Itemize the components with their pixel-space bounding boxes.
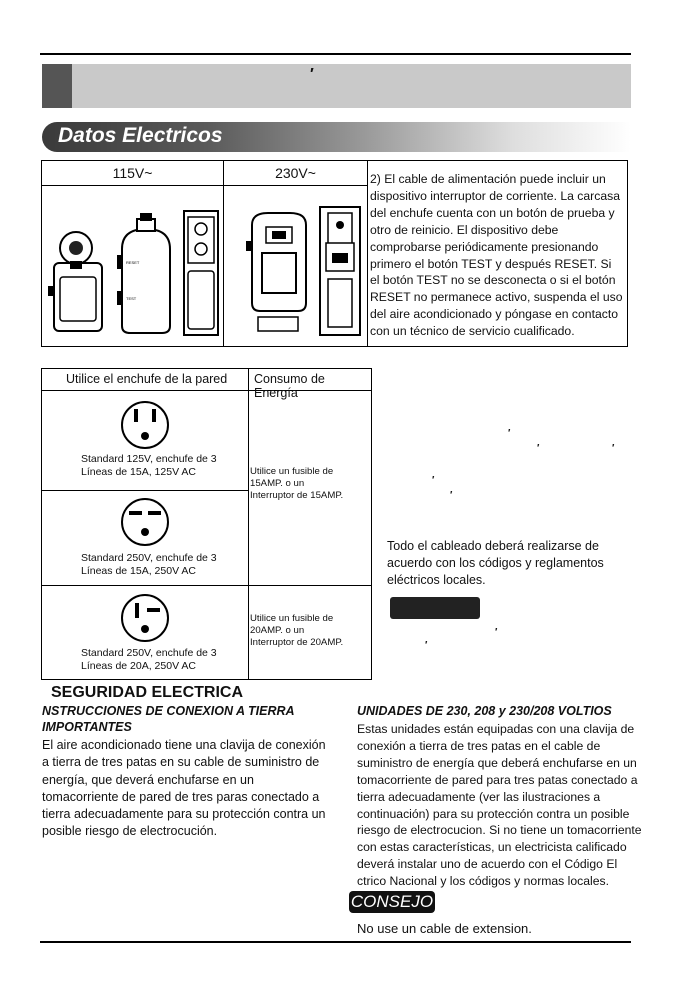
grounding-body: El aire acondicionado tiene una clavija de conexión a tierra de tres patas en su cable de suministro de energía, que deverá enchufarse en un tomacorriente de pared de tres paras conectado a tierra adecuadamente para su protección contra un posible riesgo de electrocución. <box>42 738 326 839</box>
device-illustrations-230v <box>228 203 364 343</box>
top-rule <box>40 53 631 55</box>
accent-mark: ′ <box>612 443 615 454</box>
accent-mark: ′ <box>450 490 453 501</box>
outlet-spec-1: Standard 125V, enchufe de 3 Líneas de 15A, 125V AC <box>81 453 217 478</box>
tip-text: No use un cable de extension. <box>357 921 532 936</box>
gfci-plug-icon <box>117 213 170 333</box>
header-115v: 115V~ <box>112 165 153 181</box>
gfci-note: 2) El cable de alimentación puede incluir un dispositivo interruptor de corriente. La carcasa del enchufe cuenta con un botón de prueba y otro de reinicio. El dispositivo debe comprobarse periódicamente presionando primero el botón TEST y después RESET. Si el botón TEST no se desconecta o si el botón RESET no permanece activo, suspenda el uso del aire acondicionado y póngase en contacto con un técnico de servicio cualificado. <box>370 172 623 339</box>
receptacle-table <box>41 368 372 680</box>
header-mark: ′ <box>310 66 314 83</box>
table-divider <box>248 369 249 679</box>
header-block <box>42 64 72 108</box>
table-divider <box>42 490 248 491</box>
outlet-spec-3: Standard 250V, enchufe de 3 Líneas de 20A, 250V AC <box>81 647 217 672</box>
device-illustrations-115v <box>46 191 222 341</box>
important-label: IMPORTANTES <box>42 720 132 734</box>
warning-badge <box>390 597 480 619</box>
plug-230v-icon <box>246 213 306 331</box>
header-230v: 230V~ <box>275 165 316 181</box>
outlet-250v-20a-icon <box>120 593 170 643</box>
table-divider <box>42 185 367 186</box>
fuse-15a-recommendation: Utilice un fusible de 15AMP. o un Interruptor de 15AMP. <box>250 466 344 501</box>
outlet-device-table <box>41 160 628 347</box>
table-divider <box>367 161 368 346</box>
units-body: Estas unidades están equipadas con una clavija de conexión a tierra de tres patas en el cable de suministro de energía que deberá enchufarse en un tomacorriente de pared para tres patas conectado a tierra adecuadamente (ver las ilustraciones a continuación) para su protección contra un posible riesgo de electrocucion. Si no tiene un tomacorriente con estas características, un electricista calificado deverá instalar uno de acuerdo con el Código El ctrico Nacional y los códigos y normas locales. <box>357 722 642 889</box>
accent-mark: ′ <box>425 640 428 651</box>
tip-label: CONSEJO <box>350 892 434 911</box>
table-divider <box>42 585 371 586</box>
plug-with-reset-icon <box>48 232 102 331</box>
svg-text:TEST: TEST <box>126 296 137 301</box>
accent-mark: ′ <box>495 627 498 638</box>
bottom-rule <box>40 941 631 943</box>
box-230v-icon <box>320 207 360 335</box>
table-divider <box>223 161 224 346</box>
outlet-125v-icon <box>120 400 170 450</box>
gfci-box-icon <box>184 211 218 335</box>
outlet-spec-2: Standard 250V, enchufe de 3 Líneas de 15A, 250V AC <box>81 552 217 577</box>
outlet-250v-15a-icon <box>120 497 170 547</box>
accent-mark: ′ <box>537 443 540 454</box>
electrical-safety-title: SEGURIDAD ELECTRICA <box>51 684 244 701</box>
header-band <box>42 64 631 108</box>
wiring-note: Todo el cableado deberá realizarse de acuerdo con los códigos y reglamentos eléctricos locales. <box>387 539 604 587</box>
fuse-20a-recommendation: Utilice un fusible de 20AMP. o un Interruptor de 20AMP. <box>250 613 344 648</box>
accent-mark: ′ <box>508 428 511 439</box>
section-title: Datos Electricos <box>58 124 223 147</box>
col-header-power: Consumo de Energía <box>254 372 325 400</box>
grounding-instructions-title: NSTRUCCIONES DE CONEXION A TIERRA <box>42 704 295 718</box>
col-header-outlet: Utilice el enchufe de la pared <box>66 372 228 386</box>
svg-text:RESET: RESET <box>126 260 140 265</box>
units-title: UNIDADES DE 230, 208 y 230/208 VOLTIOS <box>357 704 612 718</box>
accent-mark: ′ <box>432 475 435 486</box>
